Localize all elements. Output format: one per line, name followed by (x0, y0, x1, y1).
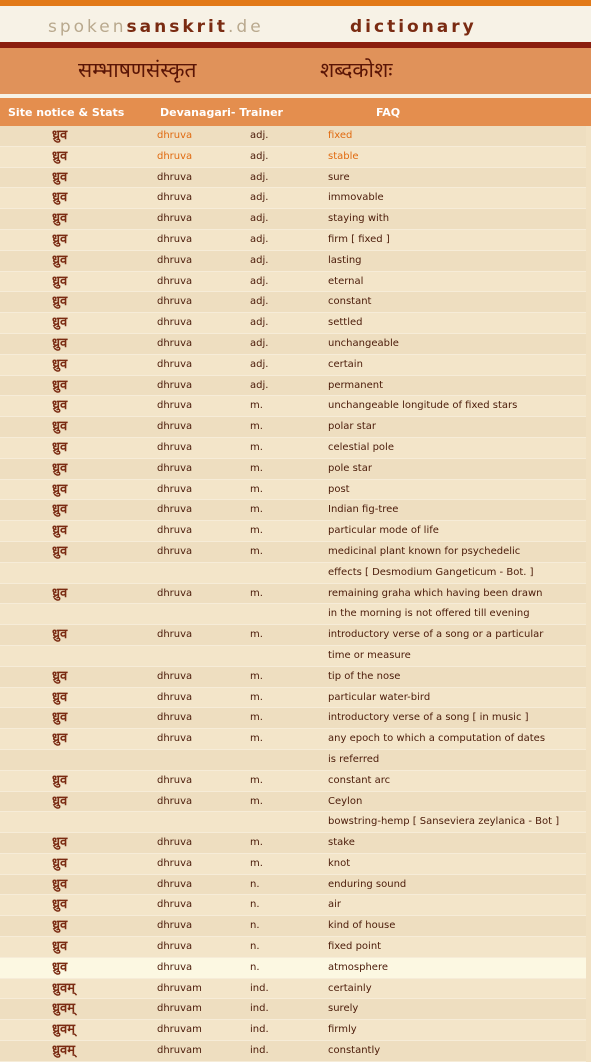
grammar-cell: m. (250, 521, 328, 542)
transliteration-cell[interactable]: dhruva (157, 708, 250, 729)
devanagari-cell[interactable]: ध्रुव (0, 375, 157, 396)
meaning-cell: fixed point (328, 937, 586, 958)
devanagari-cell[interactable]: ध्रुव (0, 188, 157, 209)
devanagari-cell[interactable]: ध्रुव (0, 396, 157, 417)
table-row[interactable] (0, 271, 586, 292)
meaning-cell: is referred (328, 749, 586, 770)
devanagari-cell[interactable]: ध्रुव (0, 437, 157, 458)
devanagari-cell[interactable]: ध्रुव (0, 146, 157, 167)
devanagari-cell[interactable]: ध्रुव (0, 708, 157, 729)
nav-trainer-link[interactable]: Devanagari- Trainer (160, 106, 283, 119)
dictionary-label: dictionary (350, 17, 477, 37)
grammar-cell (250, 812, 328, 833)
transliteration-cell[interactable]: dhruvam (157, 1041, 250, 1062)
meaning-cell: introductory verse of a song or a particular (328, 625, 586, 646)
grammar-cell: adj. (250, 229, 328, 250)
table-row[interactable] (0, 729, 586, 750)
meaning-cell: firmly (328, 1020, 586, 1041)
meaning-cell: constant arc (328, 770, 586, 791)
meaning-cell: remaining graha which having been drawn (328, 583, 586, 604)
meaning-cell: fixed (328, 126, 586, 146)
devanagari-cell[interactable]: ध्रुव (0, 126, 157, 146)
meaning-cell: medicinal plant known for psychedelic (328, 541, 586, 562)
grammar-cell: adj. (250, 188, 328, 209)
meaning-cell: certain (328, 354, 586, 375)
logo-part-de: .de (228, 17, 264, 37)
meaning-cell: tip of the nose (328, 666, 586, 687)
meaning-cell: Indian fig-tree (328, 500, 586, 521)
meaning-cell: enduring sound (328, 874, 586, 895)
transliteration-cell[interactable]: dhruva (157, 937, 250, 958)
devanagari-subtitle: शब्दकोशः (320, 58, 393, 82)
devanagari-cell[interactable]: ध्रुव (0, 833, 157, 854)
transliteration-cell[interactable]: dhruva (157, 541, 250, 562)
devanagari-cell[interactable]: ध्रुवम् (0, 1020, 157, 1041)
meaning-cell: sure (328, 167, 586, 188)
transliteration-cell[interactable]: dhruva (157, 167, 250, 188)
grammar-cell: adj. (250, 333, 328, 354)
table-row[interactable] (0, 437, 586, 458)
grammar-cell: m. (250, 666, 328, 687)
grammar-cell: n. (250, 937, 328, 958)
transliteration-cell[interactable]: dhruva (157, 146, 250, 167)
meaning-cell: particular water-bird (328, 687, 586, 708)
grammar-cell: adj. (250, 167, 328, 188)
transliteration-cell[interactable]: dhruvam (157, 999, 250, 1020)
top-bar (0, 0, 591, 42)
transliteration-cell[interactable]: dhruva (157, 916, 250, 937)
table-row[interactable] (0, 396, 586, 417)
meaning-cell: pole star (328, 458, 586, 479)
meaning-cell: constantly (328, 1041, 586, 1062)
transliteration-cell[interactable]: dhruva (157, 250, 250, 271)
meaning-cell: any epoch to which a computation of dates (328, 729, 586, 750)
transliteration-cell[interactable]: dhruva (157, 313, 250, 334)
devanagari-cell[interactable]: ध्रुव (0, 770, 157, 791)
transliteration-cell[interactable]: dhruva (157, 396, 250, 417)
table-row[interactable] (0, 458, 586, 479)
table-row[interactable] (0, 562, 586, 583)
grammar-cell: m. (250, 770, 328, 791)
transliteration-cell[interactable]: dhruva (157, 583, 250, 604)
table-row[interactable] (0, 209, 586, 230)
devanagari-cell[interactable]: ध्रुव (0, 458, 157, 479)
table-row[interactable] (0, 500, 586, 521)
grammar-cell: m. (250, 437, 328, 458)
nav-faq-link[interactable]: FAQ (376, 106, 401, 119)
transliteration-cell[interactable]: dhruva (157, 770, 250, 791)
transliteration-cell[interactable]: dhruva (157, 895, 250, 916)
table-row[interactable] (0, 999, 586, 1020)
devanagari-cell[interactable]: ध्रुव (0, 209, 157, 230)
table-row[interactable] (0, 521, 586, 542)
transliteration-cell[interactable]: dhruva (157, 271, 250, 292)
meaning-cell: surely (328, 999, 586, 1020)
transliteration-cell[interactable]: dhruva (157, 833, 250, 854)
table-row[interactable] (0, 417, 586, 438)
table-row[interactable] (0, 645, 586, 666)
table-row[interactable] (0, 1041, 586, 1062)
grammar-cell: ind. (250, 999, 328, 1020)
meaning-cell: in the morning is not offered till evening (328, 604, 586, 625)
meaning-cell: introductory verse of a song [ in music ] (328, 708, 586, 729)
nav-bar (0, 98, 591, 126)
grammar-cell: n. (250, 874, 328, 895)
grammar-cell: n. (250, 916, 328, 937)
meaning-cell: stable (328, 146, 586, 167)
table-row[interactable] (0, 333, 586, 354)
transliteration-cell[interactable]: dhruva (157, 853, 250, 874)
transliteration-cell[interactable]: dhruva (157, 229, 250, 250)
transliteration-cell[interactable]: dhruva (157, 333, 250, 354)
transliteration-cell[interactable]: dhruva (157, 188, 250, 209)
table-row[interactable] (0, 957, 586, 978)
grammar-cell (250, 562, 328, 583)
transliteration-cell[interactable]: dhruva (157, 437, 250, 458)
meaning-cell: knot (328, 853, 586, 874)
grammar-cell: adj. (250, 354, 328, 375)
meaning-cell: bowstring-hemp [ Sanseviera zeylanica - Bot ] (328, 812, 586, 833)
devanagari-cell[interactable]: ध्रुव (0, 271, 157, 292)
meaning-cell: unchangeable (328, 333, 586, 354)
grammar-cell: adj. (250, 292, 328, 313)
devanagari-cell[interactable]: ध्रुव (0, 292, 157, 313)
meaning-cell: permanent (328, 375, 586, 396)
grammar-cell: adj. (250, 313, 328, 334)
table-row[interactable] (0, 749, 586, 770)
table-row[interactable] (0, 541, 586, 562)
grammar-cell: adj. (250, 146, 328, 167)
table-row[interactable] (0, 292, 586, 313)
table-row[interactable] (0, 313, 586, 334)
meaning-cell: stake (328, 833, 586, 854)
table-row[interactable] (0, 708, 586, 729)
grammar-cell: m. (250, 500, 328, 521)
devanagari-cell[interactable]: ध्रुव (0, 666, 157, 687)
grammar-cell: n. (250, 957, 328, 978)
grammar-cell: adj. (250, 250, 328, 271)
transliteration-cell[interactable]: dhruva (157, 292, 250, 313)
table-row[interactable] (0, 126, 586, 146)
table-row[interactable] (0, 853, 586, 874)
table-row[interactable] (0, 791, 586, 812)
devanagari-cell[interactable]: ध्रुव (0, 354, 157, 375)
transliteration-cell[interactable]: dhruva (157, 521, 250, 542)
devanagari-cell[interactable]: ध्रुवम् (0, 999, 157, 1020)
meaning-cell: atmosphere (328, 957, 586, 978)
grammar-cell: m. (250, 791, 328, 812)
table-row[interactable] (0, 479, 586, 500)
devanagari-cell[interactable]: ध्रुव (0, 250, 157, 271)
table-row[interactable] (0, 937, 586, 958)
results-table (0, 126, 586, 1062)
devanagari-cell[interactable]: ध्रुव (0, 874, 157, 895)
devanagari-cell[interactable]: ध्रुव (0, 895, 157, 916)
table-row[interactable] (0, 874, 586, 895)
table-row[interactable] (0, 167, 586, 188)
logo-part-sanskrit: sanskrit (126, 17, 228, 37)
transliteration-cell[interactable]: dhruva (157, 417, 250, 438)
table-row[interactable] (0, 229, 586, 250)
table-row[interactable] (0, 146, 586, 167)
devanagari-cell[interactable] (0, 562, 157, 583)
grammar-cell: m. (250, 541, 328, 562)
transliteration-cell[interactable]: dhruva (157, 500, 250, 521)
devanagari-cell[interactable] (0, 604, 157, 625)
devanagari-cell[interactable]: ध्रुव (0, 916, 157, 937)
devanagari-cell[interactable]: ध्रुव (0, 479, 157, 500)
transliteration-cell[interactable]: dhruva (157, 209, 250, 230)
meaning-cell: certainly (328, 978, 586, 999)
grammar-cell: m. (250, 708, 328, 729)
transliteration-cell[interactable] (157, 604, 250, 625)
devanagari-cell[interactable]: ध्रुव (0, 417, 157, 438)
grammar-cell (250, 749, 328, 770)
devanagari-banner (0, 48, 591, 94)
grammar-cell: m. (250, 583, 328, 604)
table-row[interactable] (0, 833, 586, 854)
nav-site-notice-link[interactable]: Site notice & Stats (8, 106, 125, 119)
meaning-cell: firm [ fixed ] (328, 229, 586, 250)
transliteration-cell[interactable]: dhruva (157, 126, 250, 146)
site-logo[interactable] (48, 17, 264, 37)
transliteration-cell[interactable]: dhruva (157, 666, 250, 687)
devanagari-cell[interactable]: ध्रुव (0, 687, 157, 708)
results-body (0, 126, 586, 1061)
transliteration-cell[interactable]: dhruva (157, 791, 250, 812)
grammar-cell: adj. (250, 375, 328, 396)
table-row[interactable] (0, 916, 586, 937)
meaning-cell: lasting (328, 250, 586, 271)
devanagari-cell[interactable]: ध्रुव (0, 313, 157, 334)
transliteration-cell[interactable]: dhruva (157, 729, 250, 750)
table-row[interactable] (0, 687, 586, 708)
grammar-cell: adj. (250, 126, 328, 146)
grammar-cell: n. (250, 895, 328, 916)
grammar-cell: m. (250, 729, 328, 750)
table-row[interactable] (0, 625, 586, 646)
transliteration-cell[interactable]: dhruvam (157, 1020, 250, 1041)
meaning-cell: air (328, 895, 586, 916)
meaning-cell: eternal (328, 271, 586, 292)
meaning-cell: settled (328, 313, 586, 334)
meaning-cell: polar star (328, 417, 586, 438)
devanagari-cell[interactable]: ध्रुव (0, 791, 157, 812)
grammar-cell: adj. (250, 209, 328, 230)
grammar-cell: m. (250, 458, 328, 479)
devanagari-cell[interactable] (0, 812, 157, 833)
meaning-cell: celestial pole (328, 437, 586, 458)
table-row[interactable] (0, 770, 586, 791)
table-row[interactable] (0, 1020, 586, 1041)
grammar-cell: ind. (250, 1020, 328, 1041)
grammar-cell: m. (250, 396, 328, 417)
devanagari-cell[interactable]: ध्रुव (0, 853, 157, 874)
transliteration-cell[interactable] (157, 749, 250, 770)
table-row[interactable] (0, 354, 586, 375)
meaning-cell: staying with (328, 209, 586, 230)
table-row[interactable] (0, 604, 586, 625)
table-row[interactable] (0, 583, 586, 604)
devanagari-title: सम्भाषणसंस्कृत (78, 58, 197, 82)
table-row[interactable] (0, 895, 586, 916)
transliteration-cell[interactable]: dhruva (157, 375, 250, 396)
meaning-cell: effects [ Desmodium Gangeticum - Bot. ] (328, 562, 586, 583)
table-row[interactable] (0, 375, 586, 396)
devanagari-cell[interactable]: ध्रुव (0, 167, 157, 188)
grammar-cell: adj. (250, 271, 328, 292)
transliteration-cell[interactable] (157, 562, 250, 583)
table-row[interactable] (0, 978, 586, 999)
transliteration-cell[interactable]: dhruva (157, 687, 250, 708)
devanagari-cell[interactable]: ध्रुव (0, 583, 157, 604)
grammar-cell (250, 604, 328, 625)
devanagari-cell[interactable]: ध्रुव (0, 729, 157, 750)
grammar-cell: m. (250, 479, 328, 500)
logo-part-spoken: spoken (48, 17, 127, 37)
devanagari-cell[interactable]: ध्रुव (0, 500, 157, 521)
meaning-cell: constant (328, 292, 586, 313)
grammar-cell: m. (250, 687, 328, 708)
devanagari-cell[interactable]: ध्रुव (0, 541, 157, 562)
grammar-cell: m. (250, 853, 328, 874)
table-row[interactable] (0, 812, 586, 833)
meaning-cell: post (328, 479, 586, 500)
grammar-cell: m. (250, 417, 328, 438)
devanagari-cell[interactable]: ध्रुवम् (0, 978, 157, 999)
devanagari-cell[interactable]: ध्रुवम् (0, 1041, 157, 1062)
transliteration-cell[interactable]: dhruva (157, 874, 250, 895)
meaning-cell: unchangeable longitude of fixed stars (328, 396, 586, 417)
devanagari-cell[interactable]: ध्रुव (0, 333, 157, 354)
meaning-cell: particular mode of life (328, 521, 586, 542)
devanagari-cell[interactable]: ध्रुव (0, 937, 157, 958)
table-row[interactable] (0, 250, 586, 271)
transliteration-cell[interactable]: dhruva (157, 458, 250, 479)
grammar-cell: ind. (250, 978, 328, 999)
transliteration-cell[interactable] (157, 645, 250, 666)
transliteration-cell[interactable]: dhruva (157, 479, 250, 500)
transliteration-cell[interactable]: dhruva (157, 957, 250, 978)
devanagari-cell[interactable]: ध्रुव (0, 957, 157, 978)
grammar-cell: m. (250, 625, 328, 646)
devanagari-cell[interactable]: ध्रुव (0, 625, 157, 646)
transliteration-cell[interactable]: dhruva (157, 625, 250, 646)
meaning-cell: Ceylon (328, 791, 586, 812)
grammar-cell (250, 645, 328, 666)
meaning-cell: kind of house (328, 916, 586, 937)
devanagari-cell[interactable]: ध्रुव (0, 229, 157, 250)
table-row[interactable] (0, 188, 586, 209)
meaning-cell: immovable (328, 188, 586, 209)
devanagari-cell[interactable] (0, 749, 157, 770)
grammar-cell: m. (250, 833, 328, 854)
transliteration-cell[interactable] (157, 812, 250, 833)
devanagari-cell[interactable] (0, 645, 157, 666)
table-row[interactable] (0, 666, 586, 687)
transliteration-cell[interactable]: dhruva (157, 354, 250, 375)
devanagari-cell[interactable]: ध्रुव (0, 521, 157, 542)
meaning-cell: time or measure (328, 645, 586, 666)
grammar-cell: ind. (250, 1041, 328, 1062)
transliteration-cell[interactable]: dhruvam (157, 978, 250, 999)
